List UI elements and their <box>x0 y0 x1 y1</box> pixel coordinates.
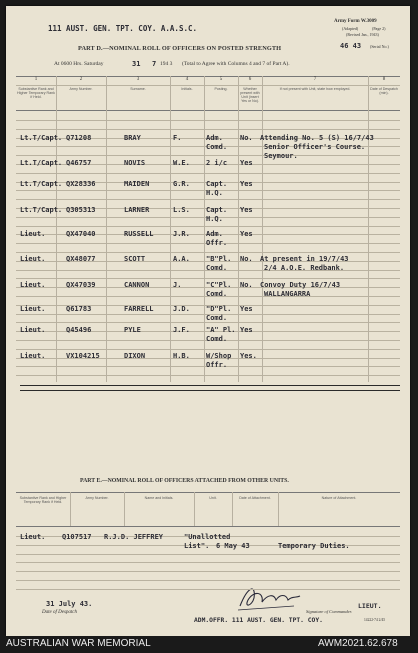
officer-army-number: QX47039 <box>66 281 96 289</box>
part-e-column-label: Date of Attachment. <box>239 496 271 500</box>
officer-rank: Lieut. <box>20 352 46 360</box>
officer-initials: W.E. <box>173 159 190 167</box>
form-revised: (Revised Jan., 1943) <box>346 32 379 37</box>
officer-army-number: Q305313 <box>66 206 96 214</box>
part-e-column-label: Nature of Attachment. <box>321 496 357 500</box>
officer-rank: Lt.T/Capt. <box>20 159 63 167</box>
officer-posting-line2: Comd. <box>206 290 228 298</box>
officer-posting: Capt. <box>206 180 228 188</box>
officer-posting: W/Shop <box>206 352 232 360</box>
part-d-body-divider <box>368 110 369 382</box>
table-end-rule-2 <box>20 390 400 391</box>
form-page: (Page 2) <box>372 26 386 31</box>
officer-rank: Lt.T/Capt. <box>20 206 63 214</box>
at-year: 194 3 <box>160 61 173 67</box>
part-e-header-top-rule <box>16 492 400 493</box>
officer-army-number: VX104215 <box>66 352 100 360</box>
officer-posting-line2: Comd. <box>206 264 228 272</box>
part-d-title: PART D.—NOMINAL ROLL OF OFFICERS ON POSTED STRENGTH <box>78 45 282 52</box>
officer-employment-line3: Seymour. <box>264 152 298 160</box>
ruled-line <box>16 226 400 227</box>
officer-posting-line2: Comd. <box>206 335 228 343</box>
officer-employment-line2: 2/4 A.O.E. Redbank. <box>264 264 345 272</box>
officer-present: Yes <box>240 180 253 188</box>
officer-present: No. <box>240 281 253 289</box>
officer-rank: Lieut. <box>20 255 46 263</box>
attached-nature: Temporary Duties. <box>278 542 350 550</box>
commander-label: Signature of Commander. <box>306 609 352 614</box>
column-number-4: 4 <box>185 77 189 82</box>
officer-surname: PYLE <box>124 326 141 334</box>
ruled-line <box>16 322 400 323</box>
officer-employment: Convoy Duty 16/7/43 <box>260 281 341 289</box>
officer-initials: H.B. <box>173 352 190 360</box>
serial-label: (Serial No.) <box>370 44 389 49</box>
ruled-line <box>16 349 400 350</box>
part-d-body-divider <box>238 110 239 382</box>
officer-posting: "A" Pl. <box>206 326 236 334</box>
part-d-header-bottom-rule <box>16 110 400 111</box>
officer-army-number: QX47040 <box>66 230 96 238</box>
attached-unit-line2: List". <box>184 542 210 550</box>
officer-surname: LARNER <box>124 206 150 214</box>
officer-employment: At present in 19/7/43 <box>260 255 349 263</box>
officer-posting: Adm. <box>206 134 223 142</box>
ruled-line <box>16 252 400 253</box>
column-label-2: Army Number. <box>69 87 93 91</box>
officer-army-number: QX48077 <box>66 255 96 263</box>
officer-army-number: QX28336 <box>66 180 96 188</box>
archive-name: AUSTRALIAN WAR MEMORIAL <box>6 638 151 649</box>
part-d-body-divider <box>262 110 263 382</box>
officer-employment-line2: WALLANGARRA <box>264 290 311 298</box>
archive-credit-bar <box>0 636 418 653</box>
at-day: 31 <box>132 60 141 68</box>
officer-present: Yes <box>240 230 253 238</box>
document-sheet <box>6 6 410 636</box>
part-d-body-divider <box>204 110 205 382</box>
ruled-line <box>16 375 400 376</box>
officer-surname: MAIDEN <box>124 180 150 188</box>
part-e-column-label: Army Number. <box>85 496 109 500</box>
part-e-title: PART E.—NOMINAL ROLL OF OFFICERS ATTACHED FROM OTHER UNITS. <box>80 478 289 484</box>
officer-posting-line2: Comd. <box>206 314 228 322</box>
part-e-ruled-line <box>16 562 400 563</box>
part-e-ruled-line <box>16 589 400 590</box>
officer-rank: Lt.T/Capt. <box>20 134 63 142</box>
signer-unit-line: ADM.OFFR. 111 AUST. GEN. TPT. COY. <box>194 617 323 624</box>
officer-army-number: Q61783 <box>66 305 92 313</box>
ruled-line <box>16 199 400 200</box>
column-label-4: Initials. <box>181 87 193 91</box>
part-e-ruled-line <box>16 571 400 572</box>
part-e-header-bottom-rule <box>16 526 400 527</box>
part-e-column-label: Name and Initials. <box>144 496 174 500</box>
officer-initials: J.F. <box>173 326 190 334</box>
despatch-label: Date of Despatch <box>42 610 77 615</box>
part-d-body-divider <box>170 110 171 382</box>
officer-present: No. <box>240 134 253 142</box>
serial-number: 46 43 <box>340 42 362 50</box>
officer-posting: "C"Pl. <box>206 281 232 289</box>
ruled-line <box>16 173 400 174</box>
ruled-line <box>16 278 400 279</box>
ruled-line <box>16 155 400 156</box>
officer-present: Yes <box>240 326 253 334</box>
officer-army-number: Q45496 <box>66 326 92 334</box>
officer-employment-line2: Senior Officer's Course. <box>264 143 366 151</box>
officer-rank: Lieut. <box>20 230 46 238</box>
officer-rank: Lieut. <box>20 326 46 334</box>
part-e-ruled-line <box>16 554 400 555</box>
column-label-5: Posting. <box>214 87 228 91</box>
column-label-8: Date of Despatch (min). <box>370 87 398 95</box>
officer-posting-line2: H.Q. <box>206 215 223 223</box>
officer-present: No. <box>240 255 253 263</box>
officer-initials: F. <box>173 134 182 142</box>
officer-surname: RUSSELL <box>124 230 154 238</box>
unit-name: 111 AUST. GEN. TPT. COY. A.A.S.C. <box>48 24 198 33</box>
officer-initials: A.A. <box>173 255 190 263</box>
column-label-3: Surname. <box>130 87 146 91</box>
officer-surname: CANNON <box>124 281 150 289</box>
part-d-number-rule <box>16 85 400 86</box>
officer-army-number: Q46757 <box>66 159 92 167</box>
officer-posting-line2: Offr. <box>206 361 228 369</box>
part-d-body-divider <box>56 110 57 382</box>
at-prefix: At 0600 Hrs. Saturday <box>54 61 104 67</box>
commander-signature <box>234 576 306 616</box>
archive-reference: AWM2021.62.678 <box>318 638 398 649</box>
column-number-8: 8 <box>382 77 386 82</box>
column-label-7: If not present with Unit, state how employed. <box>279 87 351 91</box>
part-e-ruled-line <box>16 580 400 581</box>
column-number-2: 2 <box>79 77 83 82</box>
officer-posting-line2: H.Q. <box>206 189 223 197</box>
attached-army-number: Q107517 <box>62 533 92 541</box>
officer-initials: J.R. <box>173 230 190 238</box>
column-number-6: 6 <box>248 77 252 82</box>
attached-date: 6 May 43 <box>216 542 250 550</box>
ruled-line <box>16 120 400 121</box>
signer-rank: LIEUT. <box>358 602 382 610</box>
officer-present: Yes <box>240 305 253 313</box>
officer-posting-line2: Offr. <box>206 239 228 247</box>
part-d-body-divider <box>106 110 107 382</box>
at-month: 7 <box>152 60 157 68</box>
attached-unit: "Unallotted <box>184 533 231 541</box>
officer-surname: BRAY <box>124 134 141 142</box>
officer-initials: J.D. <box>173 305 190 313</box>
officer-posting: "D"Pl. <box>206 305 232 313</box>
despatch-date: 31 July 43. <box>46 600 93 608</box>
officer-posting: 2 i/c <box>206 159 228 167</box>
officer-rank: Lieut. <box>20 281 46 289</box>
officer-rank: Lt.T/Capt. <box>20 180 63 188</box>
part-e-column-label: Unit. <box>209 496 217 500</box>
officer-present: Yes <box>240 206 253 214</box>
officer-present: Yes <box>240 159 253 167</box>
attached-name: R.J.D. JEFFREY <box>104 533 164 541</box>
officer-surname: DIXON <box>124 352 146 360</box>
officer-initials: G.R. <box>173 180 190 188</box>
officer-employment: Attending No. 5 (S) 16/7/43 <box>260 134 374 142</box>
form-number: Army Form W.3009 <box>334 19 377 24</box>
column-number-7: 7 <box>313 77 317 82</box>
ruled-line <box>16 129 400 130</box>
officer-rank: Lieut. <box>20 305 46 313</box>
officer-army-number: Q71208 <box>66 134 92 142</box>
part-e-column-label: Substantive Rank and Higher Temporary Rank if Held. <box>19 496 67 504</box>
column-number-1: 1 <box>34 77 38 82</box>
officer-posting: "B"Pl. <box>206 255 232 263</box>
column-number-3: 3 <box>136 77 140 82</box>
at-suffix: (Total to Agree with Columns 4 and 7 of Part A). <box>182 61 290 67</box>
table-end-rule <box>20 385 400 386</box>
form-adapted: (Adapted) <box>342 26 359 31</box>
column-label-6: Whether present with Unit (insert Yes or No). <box>240 87 260 103</box>
officer-surname: FARRELL <box>124 305 154 313</box>
officer-posting: Adm. <box>206 230 223 238</box>
officer-posting: Capt. <box>206 206 228 214</box>
printer-mark: 14222-74 2/45 <box>364 618 386 622</box>
officer-posting-line2: Comd. <box>206 143 228 151</box>
officer-initials: L.S. <box>173 206 190 214</box>
column-number-5: 5 <box>219 77 223 82</box>
officer-initials: J. <box>173 281 182 289</box>
officer-surname: NOVIS <box>124 159 146 167</box>
attached-rank: Lieut. <box>20 533 46 541</box>
officer-surname: SCOTT <box>124 255 146 263</box>
column-label-1: Substantive Rank and Higher Temporary Rank if Held. <box>17 87 55 99</box>
officer-present: Yes. <box>240 352 257 360</box>
